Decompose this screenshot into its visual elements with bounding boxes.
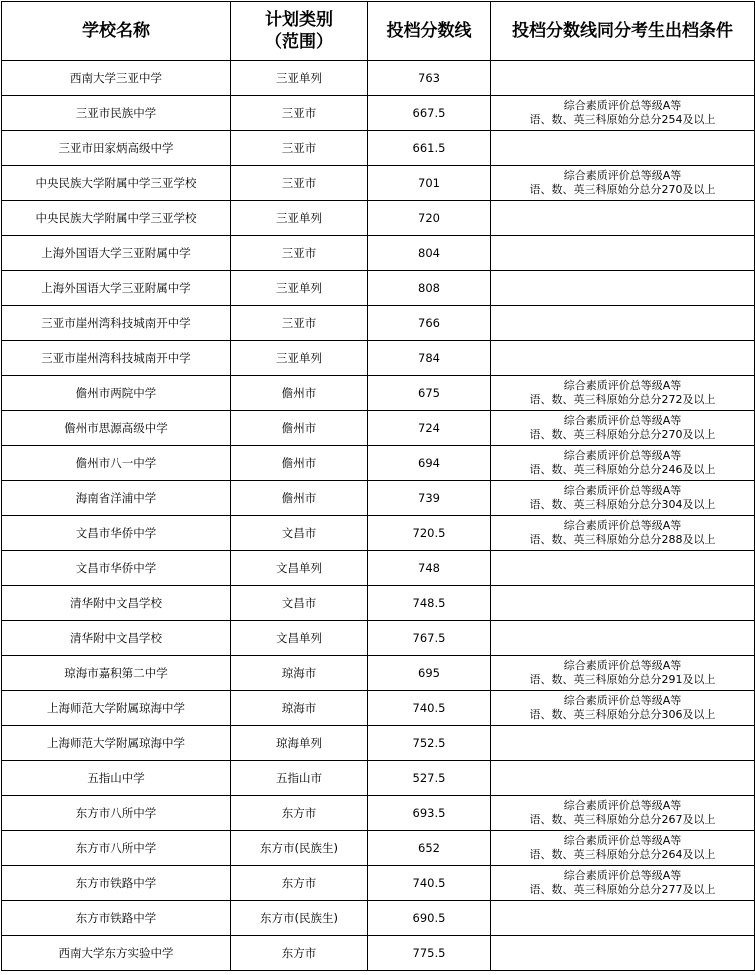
score-line-cell: 724 bbox=[368, 411, 491, 446]
school-name-cell: 上海师范大学附属琼海中学 bbox=[2, 691, 231, 726]
school-name-cell: 三亚市民族中学 bbox=[2, 96, 231, 131]
table-row bbox=[2, 796, 755, 831]
school-name-cell: 文昌市华侨中学 bbox=[2, 551, 231, 586]
score-line-cell: 661.5 bbox=[368, 131, 491, 166]
condition-line-1: 综合素质评价总等级A等 bbox=[563, 484, 682, 497]
table-row bbox=[2, 726, 755, 761]
score-line-cell: 748.5 bbox=[368, 586, 491, 621]
header-plan bbox=[231, 2, 368, 61]
header-plan-line2: （范围） bbox=[265, 32, 333, 52]
score-line-cell: 766 bbox=[368, 306, 491, 341]
table-row bbox=[2, 936, 755, 971]
header-plan-line1: 计划类别 bbox=[265, 10, 333, 30]
condition-cell bbox=[491, 131, 755, 166]
school-name-cell: 上海外国语大学三亚附属中学 bbox=[2, 271, 231, 306]
score-line-cell: 667.5 bbox=[368, 96, 491, 131]
condition-line-1: 综合素质评价总等级A等 bbox=[563, 379, 682, 392]
condition-cell bbox=[491, 656, 755, 691]
table-row bbox=[2, 516, 755, 551]
score-line-cell: 720 bbox=[368, 201, 491, 236]
condition-line-1: 综合素质评价总等级A等 bbox=[563, 834, 682, 847]
table-row bbox=[2, 586, 755, 621]
school-name-cell: 上海外国语大学三亚附属中学 bbox=[2, 236, 231, 271]
condition-line-1: 综合素质评价总等级A等 bbox=[563, 869, 682, 882]
header-score: 投档分数线 bbox=[368, 2, 491, 61]
score-line-cell: 693.5 bbox=[368, 796, 491, 831]
school-name-cell: 三亚市田家炳高级中学 bbox=[2, 131, 231, 166]
table-row bbox=[2, 621, 755, 656]
school-name-cell: 东方市八所中学 bbox=[2, 831, 231, 866]
plan-type-cell: 儋州市 bbox=[231, 481, 368, 516]
condition-cell bbox=[491, 271, 755, 306]
condition-cell bbox=[491, 306, 755, 341]
plan-type-cell: 东方市 bbox=[231, 796, 368, 831]
score-line-cell: 804 bbox=[368, 236, 491, 271]
condition-cell bbox=[491, 866, 755, 901]
plan-type-cell: 文昌单列 bbox=[231, 621, 368, 656]
condition-line-2: 语、数、英三科原始分总分270及以上 bbox=[529, 428, 716, 441]
table-row bbox=[2, 61, 755, 96]
condition-cell bbox=[491, 586, 755, 621]
school-name-cell: 三亚市崖州湾科技城南开中学 bbox=[2, 341, 231, 376]
condition-cell bbox=[491, 516, 755, 551]
school-name-cell: 儋州市八一中学 bbox=[2, 446, 231, 481]
table-row bbox=[2, 376, 755, 411]
condition-cell bbox=[491, 201, 755, 236]
school-name-cell: 琼海市嘉积第二中学 bbox=[2, 656, 231, 691]
condition-cell bbox=[491, 411, 755, 446]
school-name-cell: 清华附中文昌学校 bbox=[2, 586, 231, 621]
plan-type-cell: 文昌单列 bbox=[231, 551, 368, 586]
condition-line-2: 语、数、英三科原始分总分272及以上 bbox=[529, 393, 716, 406]
condition-line-1: 综合素质评价总等级A等 bbox=[563, 799, 682, 812]
condition-cell bbox=[491, 761, 755, 796]
table-row bbox=[2, 236, 755, 271]
condition-line-2: 语、数、英三科原始分总分304及以上 bbox=[529, 498, 716, 511]
plan-type-cell: 三亚市 bbox=[231, 236, 368, 271]
score-line-cell: 752.5 bbox=[368, 726, 491, 761]
score-line-cell: 740.5 bbox=[368, 866, 491, 901]
table-row bbox=[2, 446, 755, 481]
condition-cell bbox=[491, 341, 755, 376]
condition-line-1: 综合素质评价总等级A等 bbox=[563, 659, 682, 672]
table-row bbox=[2, 306, 755, 341]
condition-line-1: 综合素质评价总等级A等 bbox=[563, 449, 682, 462]
score-line-cell: 748 bbox=[368, 551, 491, 586]
school-name-cell: 东方市八所中学 bbox=[2, 796, 231, 831]
plan-type-cell: 三亚单列 bbox=[231, 271, 368, 306]
score-line-cell: 690.5 bbox=[368, 901, 491, 936]
plan-type-cell: 三亚单列 bbox=[231, 341, 368, 376]
score-line-cell: 775.5 bbox=[368, 936, 491, 971]
school-name-cell: 儋州市思源高级中学 bbox=[2, 411, 231, 446]
score-line-cell: 701 bbox=[368, 166, 491, 201]
condition-cell bbox=[491, 901, 755, 936]
condition-cell bbox=[491, 481, 755, 516]
school-name-cell: 五指山中学 bbox=[2, 761, 231, 796]
header-row bbox=[2, 2, 755, 61]
plan-type-cell: 文昌市 bbox=[231, 516, 368, 551]
plan-type-cell: 琼海市 bbox=[231, 691, 368, 726]
plan-type-cell: 琼海单列 bbox=[231, 726, 368, 761]
table-row bbox=[2, 761, 755, 796]
condition-cell bbox=[491, 236, 755, 271]
school-name-cell: 东方市铁路中学 bbox=[2, 901, 231, 936]
plan-type-cell: 儋州市 bbox=[231, 376, 368, 411]
plan-type-cell: 东方市 bbox=[231, 866, 368, 901]
table-row bbox=[2, 131, 755, 166]
condition-cell bbox=[491, 96, 755, 131]
school-name-cell: 清华附中文昌学校 bbox=[2, 621, 231, 656]
condition-line-2: 语、数、英三科原始分总分291及以上 bbox=[529, 673, 716, 686]
table-row bbox=[2, 271, 755, 306]
condition-cell bbox=[491, 166, 755, 201]
plan-type-cell: 东方市 bbox=[231, 936, 368, 971]
condition-cell bbox=[491, 726, 755, 761]
condition-line-1: 综合素质评价总等级A等 bbox=[563, 169, 682, 182]
score-line-cell: 740.5 bbox=[368, 691, 491, 726]
table-row bbox=[2, 901, 755, 936]
condition-line-2: 语、数、英三科原始分总分254及以上 bbox=[529, 113, 716, 126]
score-line-cell: 739 bbox=[368, 481, 491, 516]
plan-type-cell: 三亚市 bbox=[231, 131, 368, 166]
plan-type-cell: 东方市(民族生) bbox=[231, 831, 368, 866]
condition-line-1: 综合素质评价总等级A等 bbox=[563, 694, 682, 707]
plan-type-cell: 五指山市 bbox=[231, 761, 368, 796]
school-name-cell: 三亚市崖州湾科技城南开中学 bbox=[2, 306, 231, 341]
school-name-cell: 儋州市两院中学 bbox=[2, 376, 231, 411]
school-name-cell: 中央民族大学附属中学三亚学校 bbox=[2, 166, 231, 201]
condition-cell bbox=[491, 831, 755, 866]
school-name-cell: 文昌市华侨中学 bbox=[2, 516, 231, 551]
school-name-cell: 东方市铁路中学 bbox=[2, 866, 231, 901]
condition-cell bbox=[491, 936, 755, 971]
condition-line-2: 语、数、英三科原始分总分267及以上 bbox=[529, 813, 716, 826]
condition-cell bbox=[491, 551, 755, 586]
condition-line-1: 综合素质评价总等级A等 bbox=[563, 519, 682, 532]
table-row bbox=[2, 656, 755, 691]
condition-line-2: 语、数、英三科原始分总分306及以上 bbox=[529, 708, 716, 721]
condition-cell bbox=[491, 446, 755, 481]
table-row bbox=[2, 866, 755, 901]
school-name-cell: 海南省洋浦中学 bbox=[2, 481, 231, 516]
table-row bbox=[2, 691, 755, 726]
score-line-cell: 527.5 bbox=[368, 761, 491, 796]
plan-type-cell: 儋州市 bbox=[231, 411, 368, 446]
score-line-cell: 652 bbox=[368, 831, 491, 866]
plan-type-cell: 三亚单列 bbox=[231, 61, 368, 96]
score-line-cell: 695 bbox=[368, 656, 491, 691]
condition-line-1: 综合素质评价总等级A等 bbox=[563, 414, 682, 427]
condition-line-2: 语、数、英三科原始分总分270及以上 bbox=[529, 183, 716, 196]
condition-line-1: 综合素质评价总等级A等 bbox=[563, 99, 682, 112]
condition-cell bbox=[491, 621, 755, 656]
score-line-cell: 694 bbox=[368, 446, 491, 481]
admission-score-table bbox=[1, 1, 755, 971]
table-row bbox=[2, 96, 755, 131]
plan-type-cell: 三亚市 bbox=[231, 306, 368, 341]
school-name-cell: 西南大学三亚中学 bbox=[2, 61, 231, 96]
condition-line-2: 语、数、英三科原始分总分288及以上 bbox=[529, 533, 716, 546]
condition-line-2: 语、数、英三科原始分总分277及以上 bbox=[529, 883, 716, 896]
plan-type-cell: 文昌市 bbox=[231, 586, 368, 621]
score-line-cell: 808 bbox=[368, 271, 491, 306]
plan-type-cell: 三亚单列 bbox=[231, 201, 368, 236]
table-row bbox=[2, 201, 755, 236]
condition-cell bbox=[491, 376, 755, 411]
score-line-cell: 767.5 bbox=[368, 621, 491, 656]
table-row bbox=[2, 166, 755, 201]
plan-type-cell: 琼海市 bbox=[231, 656, 368, 691]
score-line-cell: 675 bbox=[368, 376, 491, 411]
plan-type-cell: 儋州市 bbox=[231, 446, 368, 481]
plan-type-cell: 东方市(民族生) bbox=[231, 901, 368, 936]
header-school: 学校名称 bbox=[2, 2, 231, 61]
school-name-cell: 西南大学东方实验中学 bbox=[2, 936, 231, 971]
plan-type-cell: 三亚市 bbox=[231, 166, 368, 201]
condition-cell bbox=[491, 691, 755, 726]
table-row bbox=[2, 551, 755, 586]
table-row bbox=[2, 831, 755, 866]
table-row bbox=[2, 341, 755, 376]
plan-type-cell: 三亚市 bbox=[231, 96, 368, 131]
table-row bbox=[2, 481, 755, 516]
school-name-cell: 中央民族大学附属中学三亚学校 bbox=[2, 201, 231, 236]
condition-line-2: 语、数、英三科原始分总分246及以上 bbox=[529, 463, 716, 476]
table-row bbox=[2, 411, 755, 446]
score-line-cell: 720.5 bbox=[368, 516, 491, 551]
score-line-cell: 784 bbox=[368, 341, 491, 376]
header-condition: 投档分数线同分考生出档条件 bbox=[491, 2, 755, 61]
condition-line-2: 语、数、英三科原始分总分264及以上 bbox=[529, 848, 716, 861]
school-name-cell: 上海师范大学附属琼海中学 bbox=[2, 726, 231, 761]
condition-cell bbox=[491, 796, 755, 831]
condition-cell bbox=[491, 61, 755, 96]
score-line-cell: 763 bbox=[368, 61, 491, 96]
